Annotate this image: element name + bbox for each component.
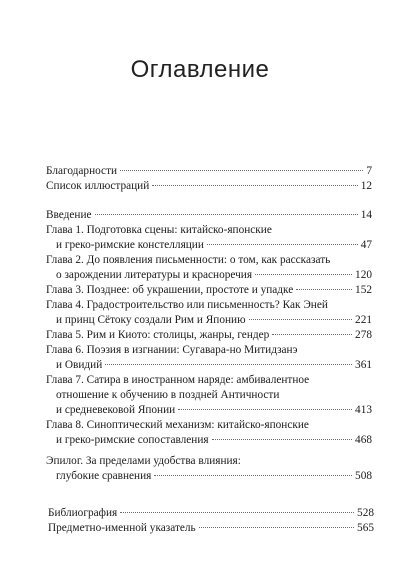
- toc-entry: [46, 253, 372, 283]
- toc-page-number: 152: [355, 284, 372, 296]
- toc-entry-title: Введение: [46, 209, 92, 221]
- leader-dots: [272, 334, 352, 335]
- leader-dots: [120, 512, 354, 513]
- toc-entry-title-continued: отношение к обучению в поздней Античности: [56, 389, 280, 401]
- toc-page-number: 278: [355, 329, 372, 341]
- toc-entry: [46, 223, 372, 253]
- toc-page-number: 120: [355, 269, 372, 281]
- toc-entry-title: Глава 8. Синоптический механизм: китайско-японские: [46, 419, 309, 431]
- toc-front-matter: [46, 164, 372, 194]
- toc-entry-title: Благодарности: [46, 165, 118, 177]
- toc-entry: [46, 454, 372, 484]
- toc-entry-title-continued: глубокие сравнения: [56, 470, 152, 482]
- toc-entry-title-continued: и греко-римские сопоставления: [56, 434, 209, 446]
- toc-entry-title-continued: о зарождении литературы и красноречия: [56, 269, 253, 281]
- toc-page-number: 413: [355, 404, 372, 416]
- toc-main-body: [46, 208, 372, 484]
- toc-entry-title-continued: и средневековой Японии: [56, 404, 176, 416]
- toc-entry: [46, 328, 372, 343]
- toc-page-number: 47: [360, 239, 372, 251]
- toc-entry-title: Глава 4. Градостроительство или письменность? Как Эней: [46, 299, 328, 311]
- toc-entry: [46, 179, 372, 194]
- page-title: Оглавление: [130, 56, 270, 83]
- toc-entry-title: Глава 5. Рим и Киото: столицы, жанры, гендер: [46, 329, 270, 341]
- toc-entry-title: Список иллюстраций: [46, 180, 150, 192]
- toc-entry-title: Предметно-именной указатель: [48, 522, 196, 534]
- toc-entry: [48, 506, 374, 521]
- leader-dots: [154, 475, 352, 476]
- leader-dots: [207, 244, 358, 245]
- toc-page-number: 508: [355, 470, 372, 482]
- toc-entry-title: Глава 3. Позднее: об украшении, простоте и упадке: [46, 284, 294, 296]
- leader-dots: [120, 170, 363, 171]
- toc-entry: [48, 521, 374, 536]
- toc-entry: [46, 373, 372, 418]
- toc-page-number: 7: [366, 165, 372, 177]
- toc-page-number: 361: [355, 359, 372, 371]
- toc-entry-title: Глава 1. Подготовка сцены: китайско-японские: [46, 224, 272, 236]
- toc-entry: [46, 343, 372, 373]
- toc-back-matter: [48, 506, 374, 536]
- toc-entry: [46, 164, 372, 179]
- toc-entry: [46, 208, 372, 223]
- leader-dots: [178, 409, 352, 410]
- toc-entry-title: Глава 2. До появления письменности: о том, как рассказать: [46, 254, 331, 266]
- toc-entry: [46, 298, 372, 328]
- toc-entry-title: Эпилог. За пределами удобства влияния:: [46, 455, 241, 467]
- toc-page-number: 565: [357, 522, 374, 534]
- toc-page-number: 12: [360, 180, 372, 192]
- toc-page-number: 528: [357, 507, 374, 519]
- toc-entry: [46, 283, 372, 298]
- toc-entry: [46, 418, 372, 448]
- toc-page-number: 221: [355, 314, 372, 326]
- toc-page-number: 468: [355, 434, 372, 446]
- leader-dots: [199, 527, 354, 528]
- toc-entry-title: Глава 7. Сатира в иностранном наряде: амбивалентное: [46, 374, 310, 386]
- leader-dots: [255, 274, 352, 275]
- toc-page-number: 14: [360, 209, 372, 221]
- toc-entry-title-continued: и Овидий: [56, 359, 103, 371]
- toc-entry-title: Глава 6. Поэзия в изгнании: Сугавара-но Митидзанэ: [46, 344, 298, 356]
- leader-dots: [105, 364, 352, 365]
- leader-dots: [152, 185, 357, 186]
- toc-entry-title-continued: и принц Сётоку создали Рим и Японию: [56, 314, 246, 326]
- leader-dots: [249, 319, 353, 320]
- leader-dots: [95, 214, 358, 215]
- toc-entry-title-continued: и греко-римские констелляции: [56, 239, 204, 251]
- leader-dots: [212, 439, 352, 440]
- leader-dots: [296, 289, 352, 290]
- toc-entry-title: Библиография: [48, 507, 118, 519]
